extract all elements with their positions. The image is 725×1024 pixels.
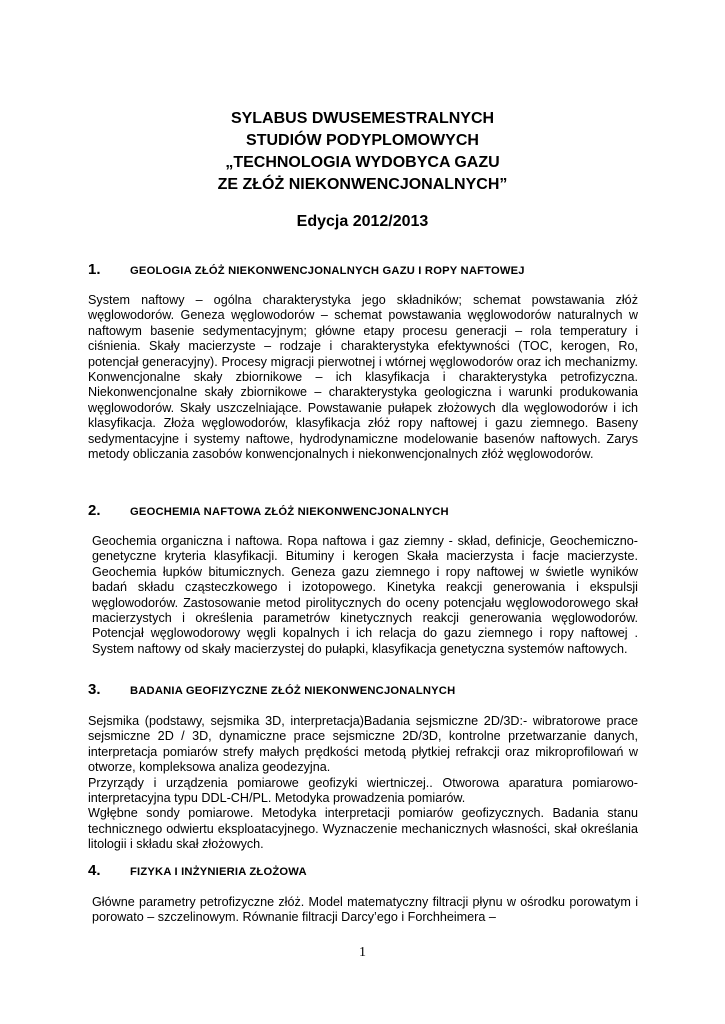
edition-label: Edycja 2012/2013 — [296, 213, 429, 230]
section-number: 3. — [88, 681, 101, 698]
title-line-4: ZE ZŁÓŻ NIEKONWENCJONALNYCH” — [217, 176, 508, 193]
section-3-body — [88, 714, 638, 853]
section-3-paragraph-3: Wgłębne sondy pomiarowe. Metodyka interpretacji pomiarów geofizycznych. Badania stanu technicznego odwiertu eksploatacyjnego. Wyznaczenie mechanicznych własności, skał określania litologii i składu skał złożowych. — [88, 806, 638, 852]
section-4-heading — [88, 862, 307, 879]
section-title: GEOCHEMIA NAFTOWA ZŁÓŻ NIEKONWENCJONALNYCH — [130, 506, 449, 518]
page-number: 1 — [359, 945, 366, 960]
section-1-body: System naftowy – ogólna charakterystyka jego składników; schemat powstawania złóż węglowodorów. Geneza węglowodorów – schemat powstawania węglowodorów naturalnych w naftowym basenie sedymentacyjnym; główne etapy procesu generacji – rola temperatury i ciśnienia. Skały macierzyste – rodzaje i charakterystyka efektywności (TOC, kerogen, Ro, potencjał generacyjny). Procesy migracji pierwotnej i wtórnej węglowodorów oraz ich mechanizmy. Konwencjonalne skały zbiornikowe – ich klasyfikacja i charakterystyka petrofizyczna. Niekonwencjonalne skały zbiornikowe – charakterystyka geologiczna i warunki produkowania węglowodorów. Skały uszczelniające. Powstawanie pułapek złożowych dla węglowodorów i ich klasyfikacja. Złoża węglowodorów, klasyfikacja złóż ropy naftowej i gazu ziemnego. Baseny sedymentacyjne i systemy naftowe, hydrodynamiczne modelowanie basenów naftowych. Zarys metody obliczania zasobów konwencjonalnych i niekonwencjonalnych złóż węglowodorów. — [88, 293, 638, 462]
title-line-2: STUDIÓW PODYPLOMOWYCH — [246, 132, 479, 149]
section-number: 2. — [88, 502, 101, 519]
section-1-heading — [88, 261, 525, 278]
section-3-heading — [88, 681, 455, 698]
section-3-paragraph-2: Przyrządy i urządzenia pomiarowe geofizyki wiertniczej.. Otworowa aparatura pomiarowo-interpretacyjna typu DDL-CH/PL. Metodyka prowadzenia pomiarów. — [88, 775, 638, 806]
section-title: BADANIA GEOFIZYCZNE ZŁÓŻ NIEKONWENCJONALNYCH — [130, 685, 456, 697]
section-4-body: Główne parametry petrofizyczne złóż. Model matematyczny filtracji płynu w ośrodku porowatym i porowato – szczelinowym. Równanie filtracji Darcy’ego i Forchheimera – — [92, 895, 638, 925]
section-2-body: Geochemia organiczna i naftowa. Ropa naftowa i gaz ziemny - skład, definicje, Geochemiczno-genetyczne kryteria klasyfikacji. Bituminy i kerogen Skała macierzysta i facje macierzyste. Geochemia łupków bitumicznych. Geneza gazu ziemnego i ropy naftowej w świetle wyników badań składu cząsteczkowego i izotopowego. Kinetyka reakcji generowania i ekspulsji węglowodorów. Zastosowanie metod pirolitycznych do oceny potencjału węglowodorowego skał macierzystych i określenia parametrów kinetycznych reakcji generowania węglowodorów. Potencjał węglowodorowy węgli kopalnych i ich relacja do gazu ziemnego i ropy naftowej . System naftowy od skały macierzystej do pułapki, klasyfikacja genetyczna systemów naftowych. — [92, 534, 638, 656]
title-line-3: „TECHNOLOGIA WYDOBYCA GAZU — [225, 154, 500, 171]
section-3-paragraph-1: Sejsmika (podstawy, sejsmika 3D, interpretacja)Badania sejsmiczne 2D/3D:- wibratorowe prace sejsmiczne 2D / 3D, dynamiczne prace sejsmiczne 2D/3D, kontrolne przetwarzanie danych, interpretacja pomiarów strefy małych prędkości metodą płytkiej refrakcji oraz mikroprofilowań w otworze, kompleksowa analiza geodezyjna. — [88, 714, 638, 775]
section-title: FIZYKA I INŻYNIERIA ZŁOŻOWA — [130, 866, 307, 878]
section-number: 1. — [88, 261, 101, 278]
section-number: 4. — [88, 862, 101, 879]
section-2-heading — [88, 502, 449, 519]
section-title: GEOLOGIA ZŁÓŻ NIEKONWENCJONALNYCH GAZU I ROPY NAFTOWEJ — [130, 265, 525, 277]
document-title — [0, 108, 725, 196]
title-line-1: SYLABUS DWUSEMESTRALNYCH — [230, 110, 495, 127]
